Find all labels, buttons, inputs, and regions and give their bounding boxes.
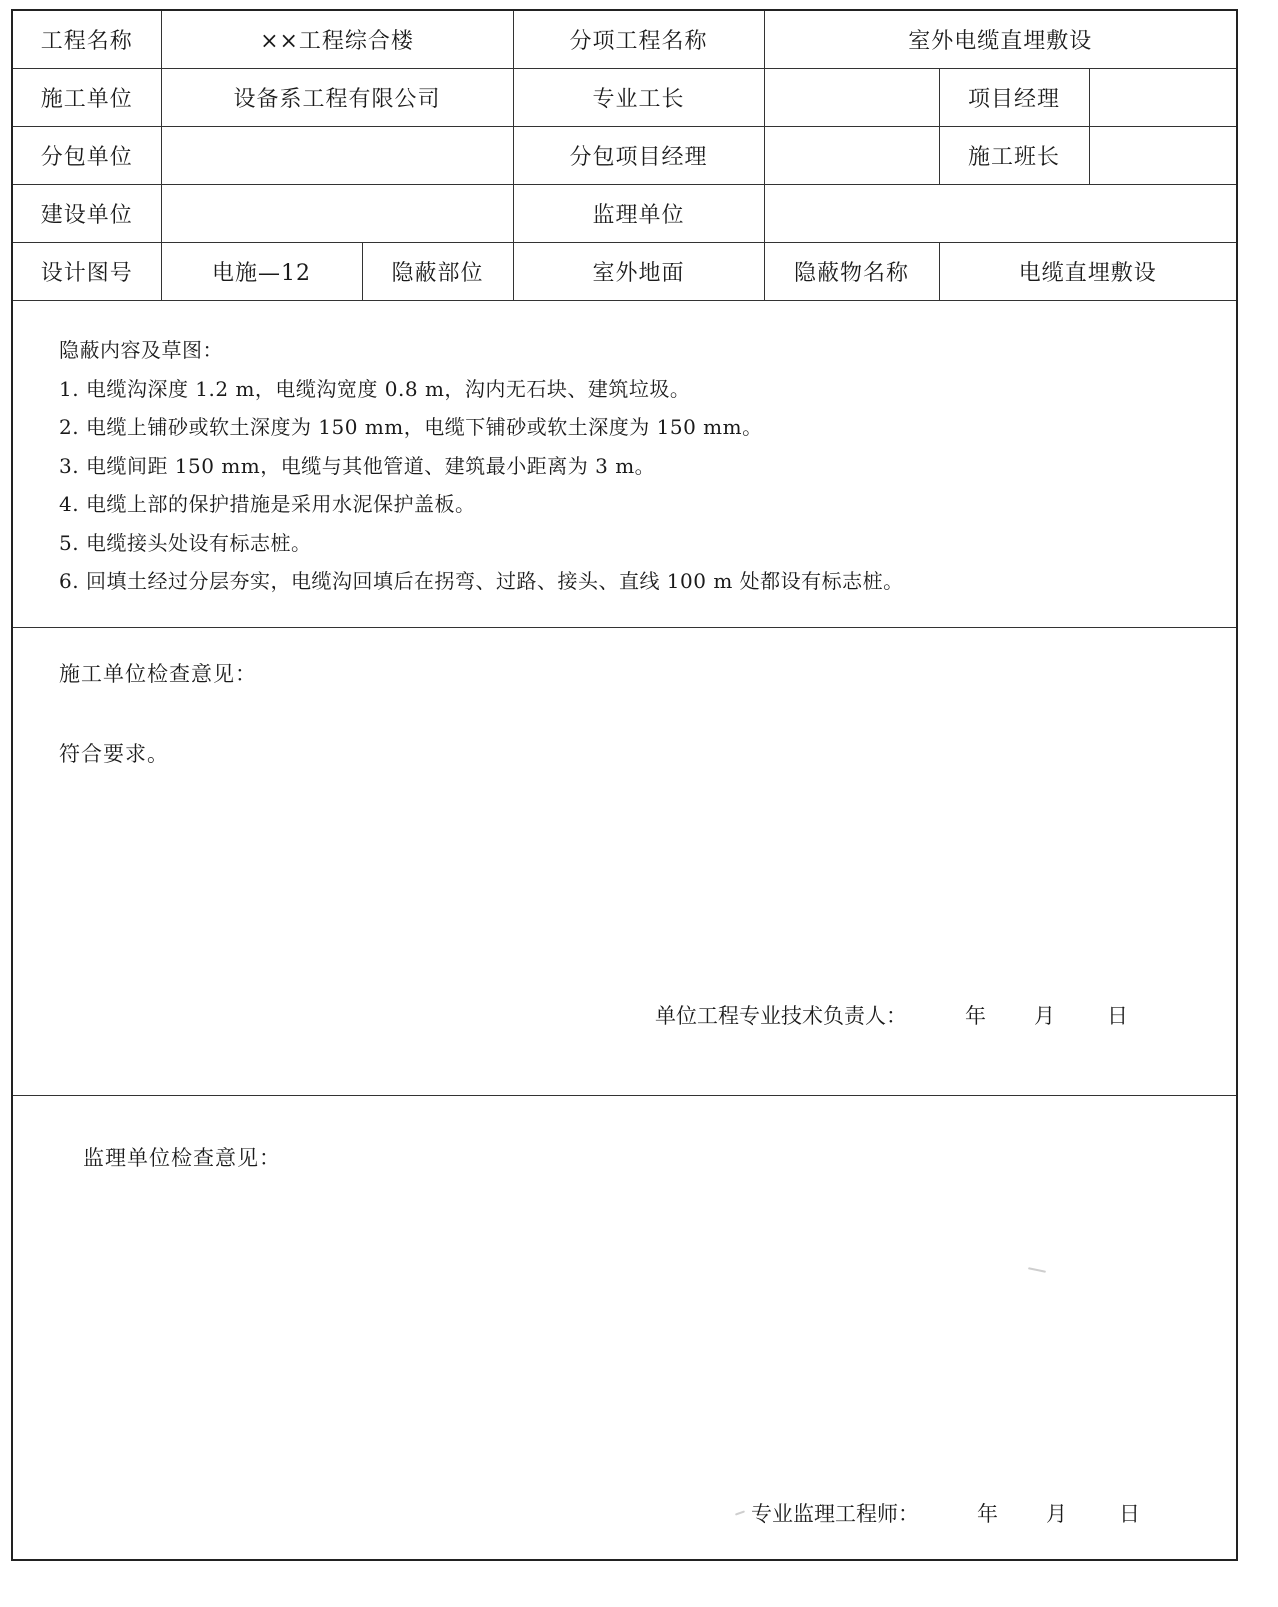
builder-check-section: [13, 628, 1236, 1096]
sub-manager-label: 分包项目经理: [513, 127, 764, 185]
supervisor-unit-value[interactable]: [764, 185, 1236, 243]
builder-check-opinion[interactable]: 符合要求。: [59, 742, 169, 766]
header-row-drawing: [13, 243, 1236, 301]
supervisor-check-section: [13, 1096, 1236, 1559]
project-manager-label: 项目经理: [939, 69, 1089, 127]
inspection-form: [11, 9, 1238, 1561]
supervisor-check-title: 监理单位检查意见：: [83, 1146, 281, 1170]
list-item: 3. 电缆间距 150 mm，电缆与其他管道、建筑最小距离为 3 m。: [59, 453, 656, 478]
drawing-no-value[interactable]: 电施—12: [161, 243, 362, 301]
construction-unit-label: 施工单位: [13, 69, 161, 127]
subcontractor-value[interactable]: [161, 127, 513, 185]
form-header-table: [13, 11, 1236, 301]
owner-label: 建设单位: [13, 185, 161, 243]
sub-project-value[interactable]: 室外电缆直埋敷设: [764, 11, 1236, 69]
hidden-content-section: [13, 301, 1236, 628]
construction-unit-value[interactable]: 设备系工程有限公司: [161, 69, 513, 127]
supervisor-day-label: 日: [1119, 1502, 1140, 1526]
project-name-value[interactable]: ××工程综合楼: [161, 11, 513, 69]
scan-mark: [1028, 1267, 1046, 1273]
sub-project-label: 分项工程名称: [513, 11, 764, 69]
scan-mark: [735, 1510, 745, 1515]
list-item: 2. 电缆上铺砂或软土深度为 150 mm，电缆下铺砂或软土深度为 150 mm。: [59, 415, 763, 439]
hidden-part-label: 隐蔽部位: [362, 243, 513, 301]
supervisor-year-label: 年: [977, 1502, 998, 1526]
builder-day-label: 日: [1107, 1004, 1128, 1028]
list-item: 6. 回填土经过分层夯实，电缆沟回填后在拐弯、过路、接头、直线 100 m 处都设有标志桩。: [59, 569, 904, 593]
team-leader-label: 施工班长: [939, 127, 1089, 185]
list-item: 1. 电缆沟深度 1.2 m，电缆沟宽度 0.8 m，沟内无石块、建筑垃圾。: [59, 376, 691, 401]
hidden-item-value[interactable]: 电缆直埋敷设: [939, 243, 1236, 301]
hidden-part-value[interactable]: 室外地面: [513, 243, 764, 301]
supervisor-unit-label: 监理单位: [513, 185, 764, 243]
drawing-no-label: 设计图号: [13, 243, 161, 301]
hidden-content-list: [59, 331, 904, 601]
builder-check-title: 施工单位检查意见：: [59, 662, 257, 686]
supervisor-signer-label: 专业监理工程师：: [751, 1502, 919, 1526]
list-item: 4. 电缆上部的保护措施是采用水泥保护盖板。: [59, 492, 476, 516]
team-leader-value[interactable]: [1089, 127, 1236, 185]
subcontractor-label: 分包单位: [13, 127, 161, 185]
project-manager-value[interactable]: [1089, 69, 1236, 127]
hidden-item-label: 隐蔽物名称: [764, 243, 939, 301]
builder-month-label: 月: [1034, 1004, 1055, 1028]
header-row-owner: [13, 185, 1236, 243]
header-row-construction: [13, 69, 1236, 127]
supervisor-month-label: 月: [1046, 1502, 1067, 1526]
project-name-label: 工程名称: [13, 11, 161, 69]
header-row-project: [13, 11, 1236, 69]
owner-value[interactable]: [161, 185, 513, 243]
supervisor-signature-line: [751, 1498, 1140, 1528]
builder-signer-label: 单位工程专业技术负责人：: [655, 1004, 907, 1028]
list-item: 5. 电缆接头处设有标志桩。: [59, 530, 312, 555]
hidden-content-title: 隐蔽内容及草图：: [59, 338, 223, 362]
builder-year-label: 年: [965, 1004, 986, 1028]
header-row-subcontractor: [13, 127, 1236, 185]
foreman-label: 专业工长: [513, 69, 764, 127]
sub-manager-value[interactable]: [764, 127, 939, 185]
builder-signature-line: [655, 1000, 1128, 1030]
foreman-value[interactable]: [764, 69, 939, 127]
